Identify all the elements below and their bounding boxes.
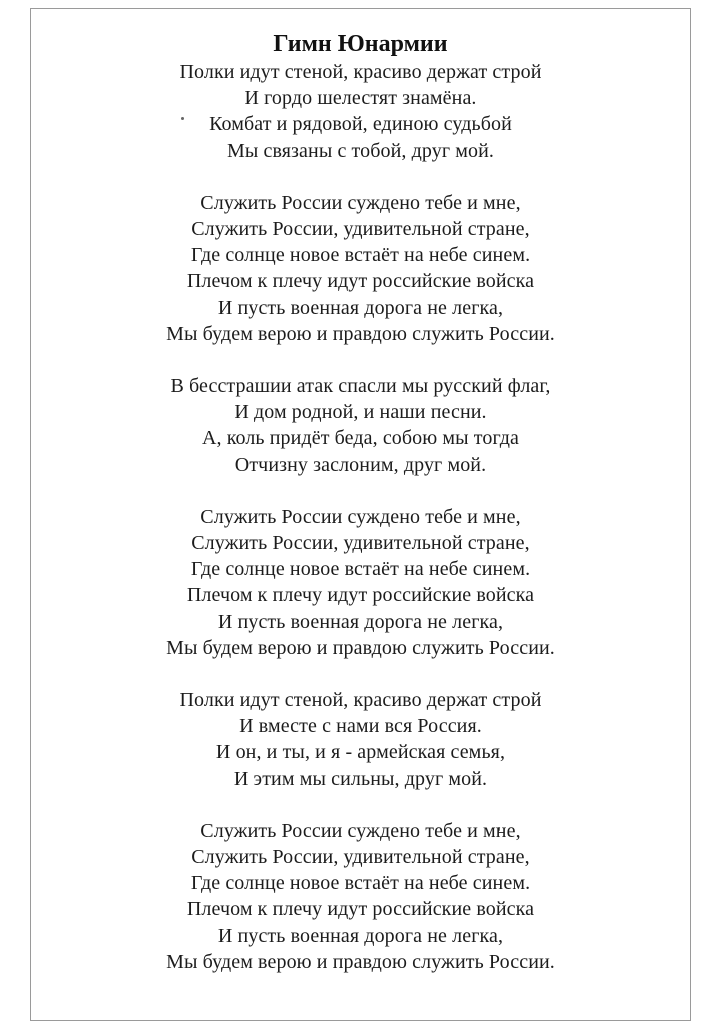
- stanza-chorus-2: [31, 504, 690, 661]
- chorus-line: Мы будем верою и правдою служить России.: [166, 322, 555, 345]
- chorus-line: И пусть военная дорога не легка,: [217, 924, 504, 947]
- chorus-line: Служить России, удивительной стране,: [191, 532, 530, 555]
- song-text: [31, 31, 690, 1001]
- document-title: Гимн Юнармии: [273, 31, 448, 57]
- chorus-line: Служить России, удивительной стране,: [191, 846, 530, 869]
- chorus-line: Служить России суждено тебе и мне,: [200, 191, 521, 214]
- stanza-verse-3: [31, 687, 690, 792]
- chorus-line: Плечом к плечу идут российские войска: [186, 584, 535, 607]
- stanza-verse-2: [31, 373, 690, 478]
- chorus-line: Где солнце новое встаёт на небе синем.: [190, 244, 531, 267]
- document-page: [30, 8, 691, 1021]
- stanza-chorus-1: [31, 190, 690, 347]
- chorus-line: Мы будем верою и правдою служить России.: [166, 636, 555, 659]
- verse-line: И гордо шелестят знамёна.: [244, 87, 477, 110]
- verse-line: Полки идут стеной, красиво держат строй: [179, 689, 542, 712]
- verse-line: В бесстрашии атак спасли мы русский флаг,: [170, 375, 551, 398]
- chorus-line: Служить России, удивительной стране,: [191, 218, 530, 241]
- verse-line: Отчизну заслоним, друг мой.: [234, 453, 487, 476]
- stanza-chorus-3: [31, 818, 690, 975]
- chorus-line: Плечом к плечу идут российские войска: [186, 898, 535, 921]
- verse-line: И этим мы сильны, друг мой.: [233, 767, 488, 790]
- chorus-line: Служить России суждено тебе и мне,: [200, 819, 521, 842]
- verse-line: И вместе с нами вся Россия.: [239, 715, 482, 738]
- verse-line: Мы связаны с тобой, друг мой.: [226, 139, 494, 162]
- verse-line: И дом родной, и наши песни.: [234, 401, 487, 424]
- chorus-line: Плечом к плечу идут российские войска: [186, 270, 535, 293]
- verse-line: Полки идут стеной, красиво держат строй: [179, 61, 542, 83]
- chorus-line: Где солнце новое встаёт на небе синем.: [190, 558, 531, 581]
- verse-line: Комбат и рядовой, единою судьбой: [209, 113, 512, 136]
- chorus-line: И пусть военная дорога не легка,: [217, 296, 504, 319]
- chorus-line: Мы будем верою и правдою служить России.: [166, 950, 555, 973]
- chorus-line: Служить России суждено тебе и мне,: [200, 505, 521, 528]
- chorus-line: Где солнце новое встаёт на небе синем.: [190, 872, 531, 895]
- stanza-verse-1: [31, 59, 690, 164]
- verse-line: А, коль придёт беда, собою мы тогда: [201, 427, 520, 450]
- verse-line: И он, и ты, и я - армейская семья,: [215, 741, 506, 764]
- chorus-line: И пусть военная дорога не легка,: [217, 610, 504, 633]
